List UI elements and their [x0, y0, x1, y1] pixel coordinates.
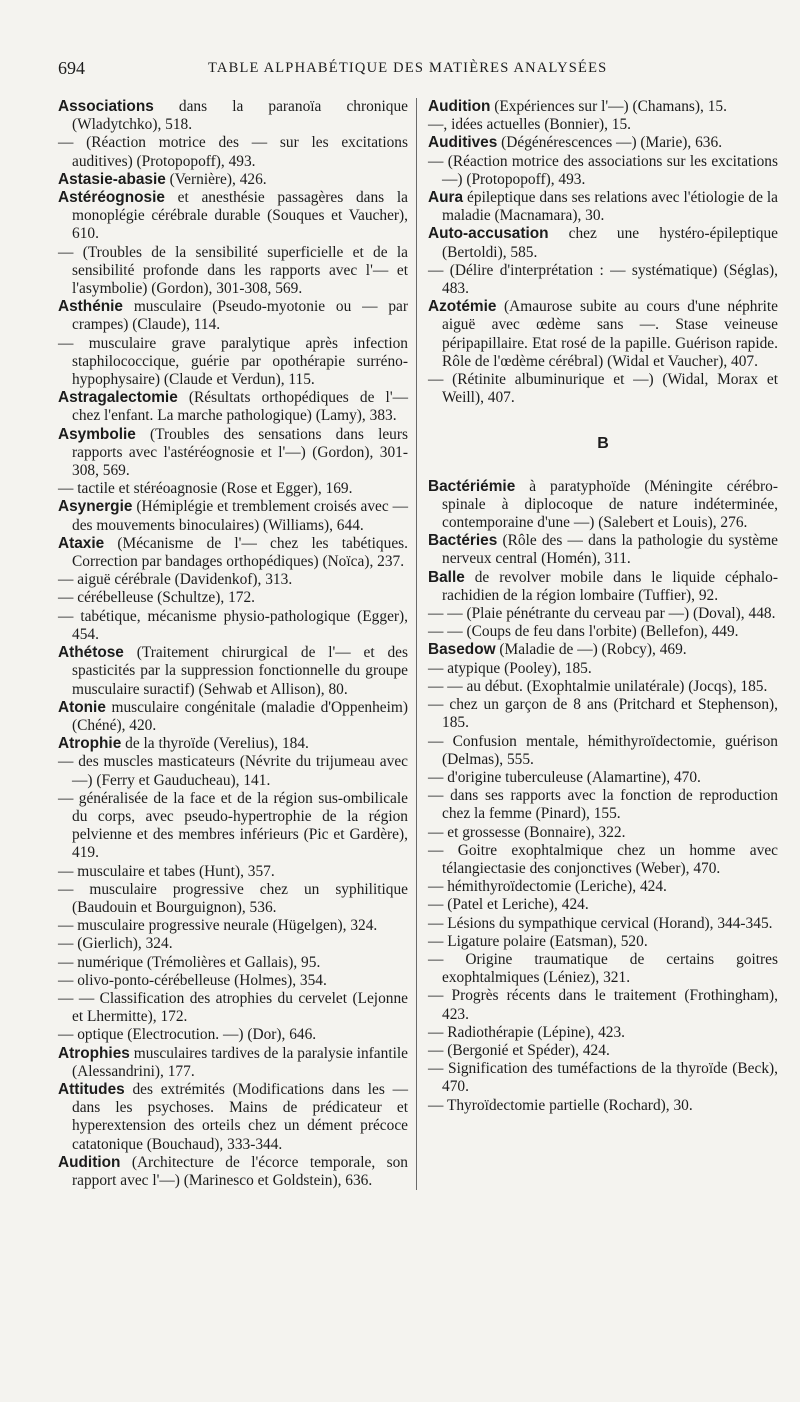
- entry-text: (Architecture de l'écorce temporale, son rapport avec l'—) (Marinesco et Goldstein), 636.: [72, 1153, 408, 1189]
- entry-text: — Origine traumatique de certains goitres exophtalmiques (Léniez), 321.: [428, 950, 778, 987]
- index-entry: [428, 878, 778, 896]
- entry-text: chez une hystéro-épileptique (Bertoldi), 585.: [442, 225, 778, 261]
- page-header: [58, 58, 760, 82]
- entry-headword: Aura: [428, 189, 464, 207]
- index-entry: [428, 733, 778, 769]
- index-entry: [428, 116, 778, 134]
- index-entry: [428, 915, 778, 933]
- index-entry: [428, 1024, 778, 1042]
- index-entry: [428, 623, 778, 641]
- index-entry: [428, 569, 778, 605]
- index-entry: [428, 769, 778, 787]
- entry-text: (Amaurose subite au cours d'une néphrite aiguë avec œdème sans —. Stase veineuse péripapillaire. Etat rosé de la papille. Guérison rapide. Rôle de l'œdème cérébral) (Widal et Vaucher), 407.: [442, 298, 778, 370]
- entry-headword: Attitudes: [58, 1080, 125, 1098]
- entry-text: — — (Plaie pénétrante du cerveau par —) (Doval), 448.: [428, 605, 776, 623]
- index-entry: [58, 1081, 408, 1154]
- index-entry: [58, 298, 408, 334]
- entry-text: — (Réaction motrice des — sur les excitations auditives) (Protopopoff), 493.: [58, 134, 408, 170]
- entry-headword: Asynergie: [58, 498, 133, 516]
- running-title: TABLE ALPHABÉTIQUE DES MATIÈRES ANALYSÉES: [208, 60, 608, 76]
- entry-headword: Auto-accusation: [428, 225, 549, 243]
- index-entry: [58, 990, 408, 1026]
- entry-text: — musculaire progressive chez un syphilitique (Baudouin et Bourguignon), 536.: [58, 880, 408, 916]
- entry-text: — cérébelleuse (Schultze), 172.: [58, 589, 256, 607]
- index-entry: [58, 589, 408, 607]
- entry-text: musculaires tardives de la paralysie infantile (Alessandrini), 177.: [72, 1044, 408, 1080]
- entry-text: — tabétique, mécanisme physio-pathologique (Egger), 454.: [58, 607, 408, 643]
- index-entry: [428, 98, 778, 116]
- index-entry: [428, 478, 778, 533]
- index-entry: [58, 244, 408, 299]
- entry-headword: Balle: [428, 568, 465, 586]
- entry-text: — (Gierlich), 324.: [58, 935, 173, 953]
- index-entry: [428, 641, 778, 659]
- entry-text: — dans ses rapports avec la fonction de reproduction chez la femme (Pinard), 155.: [428, 787, 778, 823]
- index-entry: [428, 824, 778, 842]
- index-entry: [58, 917, 408, 935]
- entry-text: (Traitement chirurgical de l'— et des spasticités par la suppression fonctionnelle du groupe musculaire suractif) (Sehwab et Allison), 80.: [72, 644, 408, 698]
- entry-text: — généralisée de la face et de la région sus-ombilicale du corps, avec pseudo-hypertrophie de la région pelvienne et des membres inférieurs (Pic et Gardère), 419.: [58, 789, 408, 862]
- entry-text: — Goitre exophtalmique chez un homme avec télangiectasie des conjonctives (Weber), 470.: [428, 841, 778, 877]
- entry-headword: Asthénie: [58, 298, 123, 316]
- entry-text: — musculaire grave paralytique après infection staphilococcique, guérie par opothérapie surréno-hypophysaire) (Claude et Verdun), 115.: [58, 334, 408, 389]
- entry-text: musculaire (Pseudo-myotonie ou — par crampes) (Claude), 114.: [72, 298, 408, 334]
- index-entry: [58, 535, 408, 571]
- entry-headword: Basedow: [428, 641, 496, 659]
- entry-text: — Lésions du sympathique cervical (Horand), 344-345.: [428, 914, 773, 932]
- index-entry: [428, 1097, 778, 1115]
- index-entry: [428, 153, 778, 189]
- index-entry: [58, 881, 408, 917]
- index-entry: [58, 644, 408, 699]
- entry-text: —, idées actuelles (Bonnier), 15.: [428, 116, 632, 134]
- index-entry: [428, 262, 778, 298]
- index-entry: [58, 571, 408, 589]
- index-entry: [58, 171, 408, 189]
- index-entry: [428, 371, 778, 407]
- entry-text: (Maladie de —) (Robcy), 469.: [495, 641, 687, 659]
- entry-text: — olivo-ponto-cérébelleuse (Holmes), 354.: [58, 971, 327, 989]
- entry-headword: Associations: [58, 98, 154, 115]
- entry-text: — Confusion mentale, hémithyroïdectomie, guérison (Delmas), 555.: [428, 732, 778, 768]
- entry-headword: Audition: [428, 98, 491, 115]
- entry-headword: Auditives: [428, 134, 498, 152]
- index-entry: [58, 1045, 408, 1081]
- entry-text: — musculaire et tabes (Hunt), 357.: [58, 862, 275, 880]
- entry-text: musculaire congénitale (maladie d'Oppenheim) (Chéné), 420.: [72, 698, 408, 734]
- entry-text: — d'origine tuberculeuse (Alamartine), 470.: [428, 768, 701, 786]
- index-entry: [58, 863, 408, 881]
- entry-text: — numérique (Trémolières et Gallais), 95.: [58, 953, 321, 971]
- index-entry: [428, 189, 778, 225]
- entry-text: — (Bergonié et Spéder), 424.: [428, 1041, 610, 1059]
- index-entry: [58, 753, 408, 789]
- entry-text: — — au début. (Exophtalmie unilatérale) (Jocqs), 185.: [428, 677, 768, 695]
- entry-text: épileptique dans ses relations avec l'étiologie de la maladie (Macnamara), 30.: [442, 189, 778, 225]
- index-entry: [58, 1026, 408, 1044]
- index-entry: [58, 98, 408, 134]
- index-entry: [428, 605, 778, 623]
- entry-text: (Troubles des sensations dans leurs rapports avec l'astéréognosie et l'—) (Gordon), 301-308, 569.: [72, 425, 408, 480]
- entry-headword: Bactériémie: [428, 477, 516, 495]
- entry-text: — aiguë cérébrale (Davidenkof), 313.: [58, 571, 293, 589]
- page-number: 694: [58, 58, 85, 78]
- index-entry: [58, 480, 408, 498]
- index-entry: [428, 298, 778, 371]
- entry-headword: Bactéries: [428, 532, 498, 550]
- entry-text: dans la paranoïa chronique (Wladytchko), 518.: [72, 98, 408, 134]
- entry-text: (Expériences sur l'—) (Chamans), 15.: [490, 98, 727, 115]
- entry-text: (Hémiplégie et tremblement croisés avec — des mouvements binoculaires) (Williams), 644.: [72, 498, 408, 534]
- entry-text: — optique (Electrocution. —) (Dor), 646.: [58, 1026, 317, 1044]
- entry-headword: Athétose: [58, 644, 124, 662]
- entry-text: — — Classification des atrophies du cervelet (Lejonne et Lhermitte), 172.: [58, 989, 408, 1026]
- entry-text: de revolver mobile dans le liquide céphalo-rachidien de la région lombaire (Tuffier), 92.: [442, 568, 778, 604]
- entry-text: — chez un garçon de 8 ans (Pritchard et Stephenson), 185.: [428, 696, 778, 732]
- index-columns: [58, 98, 778, 1190]
- entry-text: — Thyroïdectomie partielle (Rochard), 30.: [428, 1096, 693, 1114]
- entry-text: (Résultats orthopédiques de l'— chez l'enfant. La marche pathologique) (Lamy), 383.: [72, 389, 408, 425]
- entry-text: — (Rétinite albuminurique et —) (Widal, Morax et Weill), 407.: [428, 371, 778, 407]
- index-entry: [428, 896, 778, 914]
- right-column-b-entries: [428, 478, 778, 1115]
- index-entry: [58, 189, 408, 244]
- entry-headword: Azotémie: [428, 298, 497, 316]
- index-entry: [428, 134, 778, 152]
- right-column: [424, 98, 778, 1190]
- index-entry: [428, 678, 778, 696]
- entry-headword: Astasie-abasie: [58, 170, 166, 188]
- entry-text: — — (Coups de feu dans l'orbite) (Bellefon), 449.: [428, 623, 739, 641]
- index-entry: [428, 696, 778, 732]
- entry-text: — Signification des tuméfactions de la thyroïde (Beck), 470.: [428, 1060, 778, 1096]
- entry-text: — Radiothérapie (Lépine), 423.: [428, 1023, 626, 1041]
- entry-headword: Atrophies: [58, 1044, 130, 1062]
- entry-text: et anesthésie passagères dans la monoplégie cérébrale durable (Souques et Vaucher), 610.: [72, 189, 408, 243]
- index-entry: [58, 935, 408, 953]
- entry-text: — (Délire d'interprétation : — systématique) (Séglas), 483.: [428, 261, 778, 298]
- index-entry: [428, 532, 778, 568]
- entry-text: des extrémités (Modifications dans les — dans les psychoses. Mains de prédicateur et hyperextension des orteils chez un dément précoce catatonique (Bouchaud), 333-344.: [72, 1080, 408, 1153]
- entry-text: (Vernière), 426.: [165, 170, 267, 188]
- index-entry: [58, 699, 408, 735]
- index-entry: [428, 660, 778, 678]
- index-entry: [428, 951, 778, 987]
- index-entry: [428, 1042, 778, 1060]
- entry-headword: Asymbolie: [58, 425, 136, 443]
- index-entry: [58, 1154, 408, 1190]
- index-entry: [58, 608, 408, 644]
- index-entry: [58, 335, 408, 390]
- entry-text: (Dégénérescences —) (Marie), 636.: [497, 134, 723, 152]
- index-entry: [428, 787, 778, 823]
- index-entry: [58, 972, 408, 990]
- index-entry: [428, 933, 778, 951]
- entry-text: — Ligature polaire (Eatsman), 520.: [428, 932, 648, 950]
- entry-headword: Ataxie: [58, 534, 105, 552]
- entry-headword: Atonie: [58, 698, 106, 716]
- index-entry: [428, 225, 778, 261]
- entry-text: — et grossesse (Bonnaire), 322.: [428, 823, 626, 841]
- entry-text: — (Réaction motrice des associations sur les excitations —) (Protopopoff), 493.: [428, 152, 778, 188]
- left-column: [58, 98, 417, 1190]
- entry-text: — atypique (Pooley), 185.: [428, 659, 592, 677]
- section-letter: B: [597, 435, 609, 453]
- index-entry: [428, 987, 778, 1023]
- index-entry: [58, 954, 408, 972]
- index-entry: [58, 389, 408, 425]
- index-entry: [58, 790, 408, 863]
- index-entry: [428, 842, 778, 878]
- entry-headword: Astéréognosie: [58, 189, 165, 207]
- entry-text: (Rôle des — dans la pathologie du système nerveux central (Homén), 311.: [442, 532, 778, 568]
- entry-text: — (Patel et Leriche), 424.: [428, 896, 589, 914]
- entry-text: (Mécanisme de l'— chez les tabétiques. Correction par bandages orthopédiques) (Noïca), 237.: [72, 534, 408, 571]
- index-entry: [428, 1060, 778, 1096]
- entry-text: — des muscles masticateurs (Névrite du trijumeau avec —) (Ferry et Gauducheau), 141.: [58, 753, 408, 789]
- index-entry: [58, 735, 408, 753]
- entry-text: — musculaire progressive neurale (Hügelgen), 324.: [58, 917, 378, 935]
- entry-headword: Atrophie: [58, 735, 122, 753]
- index-entry: [58, 498, 408, 534]
- entry-text: de la thyroïde (Verelius), 184.: [121, 735, 309, 753]
- index-entry: [58, 426, 408, 481]
- entry-headword: Astragalectomie: [58, 389, 178, 407]
- entry-text: — (Troubles de la sensibilité superficielle et de la sensibilité profonde dans les rapports avec l'— et l'asymbolie) (Gordon), 301-308, 569.: [58, 243, 408, 298]
- index-entry: [58, 134, 408, 170]
- entry-text: — tactile et stéréoagnosie (Rose et Egger), 169.: [58, 480, 353, 498]
- entry-text: à paratyphoïde (Méningite cérébro-spinale à diplocoque de nature indéterminée, contemporaine d'une —) (Salebert et Louis), 276.: [442, 477, 778, 532]
- entry-text: — hémithyroïdectomie (Leriche), 424.: [428, 878, 667, 896]
- entry-text: — Progrès récents dans le traitement (Frothingham), 423.: [428, 987, 778, 1023]
- right-column-a-entries: [428, 98, 778, 407]
- entry-headword: Audition: [58, 1153, 121, 1171]
